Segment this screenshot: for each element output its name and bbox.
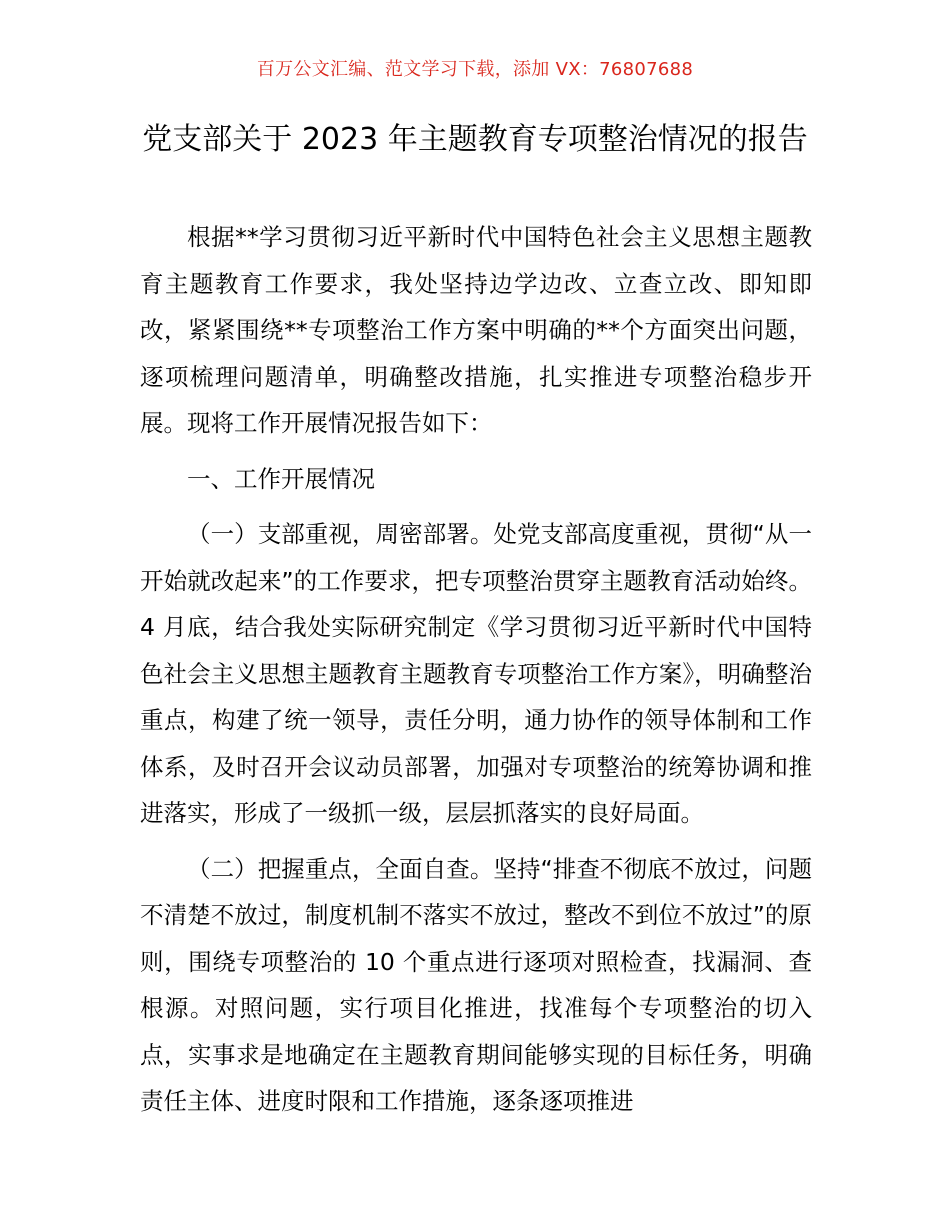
- paragraph-2: （二）把握重点，全面自查。坚持“排查不彻底不放过，问题不清楚不放过，制度机制不落实不放过，整改不到位不放过”的原则，围绕专项整治的 10 个重点进行逐项对照检查，找漏洞、查根源。对照问题，实行项目化推进，找准每个专项整治的切入点，实事求是地确定在主题教育期间能够实现的目标任务，明确责任主体、进度时限和工作措施，逐条逐项推进: [140, 854, 812, 1115]
- paragraph-1: （一）支部重视，周密部署。处党支部高度重视，贯彻“从一开始就改起来”的工作要求，把专项整治贯穿主题教育活动始终。4 月底，结合我处实际研究制定《学习贯彻习近平新时代中国特色社会主义思想主题教育主题教育专项整治工作方案》，明确整治重点，构建了统一领导，责任分明，通力协作的领导体制和工作体系，及时召开会议动员部署，加强对专项整治的统筹协调和推进落实，形成了一级抓一级，层层抓落实的良好局面。: [140, 520, 812, 827]
- intro-paragraph: 根据**学习贯彻习近平新时代中国特色社会主义思想主题教育主题教育工作要求，我处坚持边学边改、立查立改、即知即改，紧紧围绕**专项整治工作方案中明确的**个方面突出问题，逐项梳理问题清单，明确整改措施，扎实推进专项整治稳步开展。现将工作开展情况报告如下：: [140, 223, 812, 437]
- header-note: 百万公文汇编、范文学习下载，添加 VX：76807688: [256, 59, 694, 80]
- section-heading: 一、工作开展情况: [187, 464, 375, 493]
- document-body: [140, 214, 812, 1134]
- document-title: 党支部关于 2023 年主题教育专项整治情况的报告: [142, 122, 808, 157]
